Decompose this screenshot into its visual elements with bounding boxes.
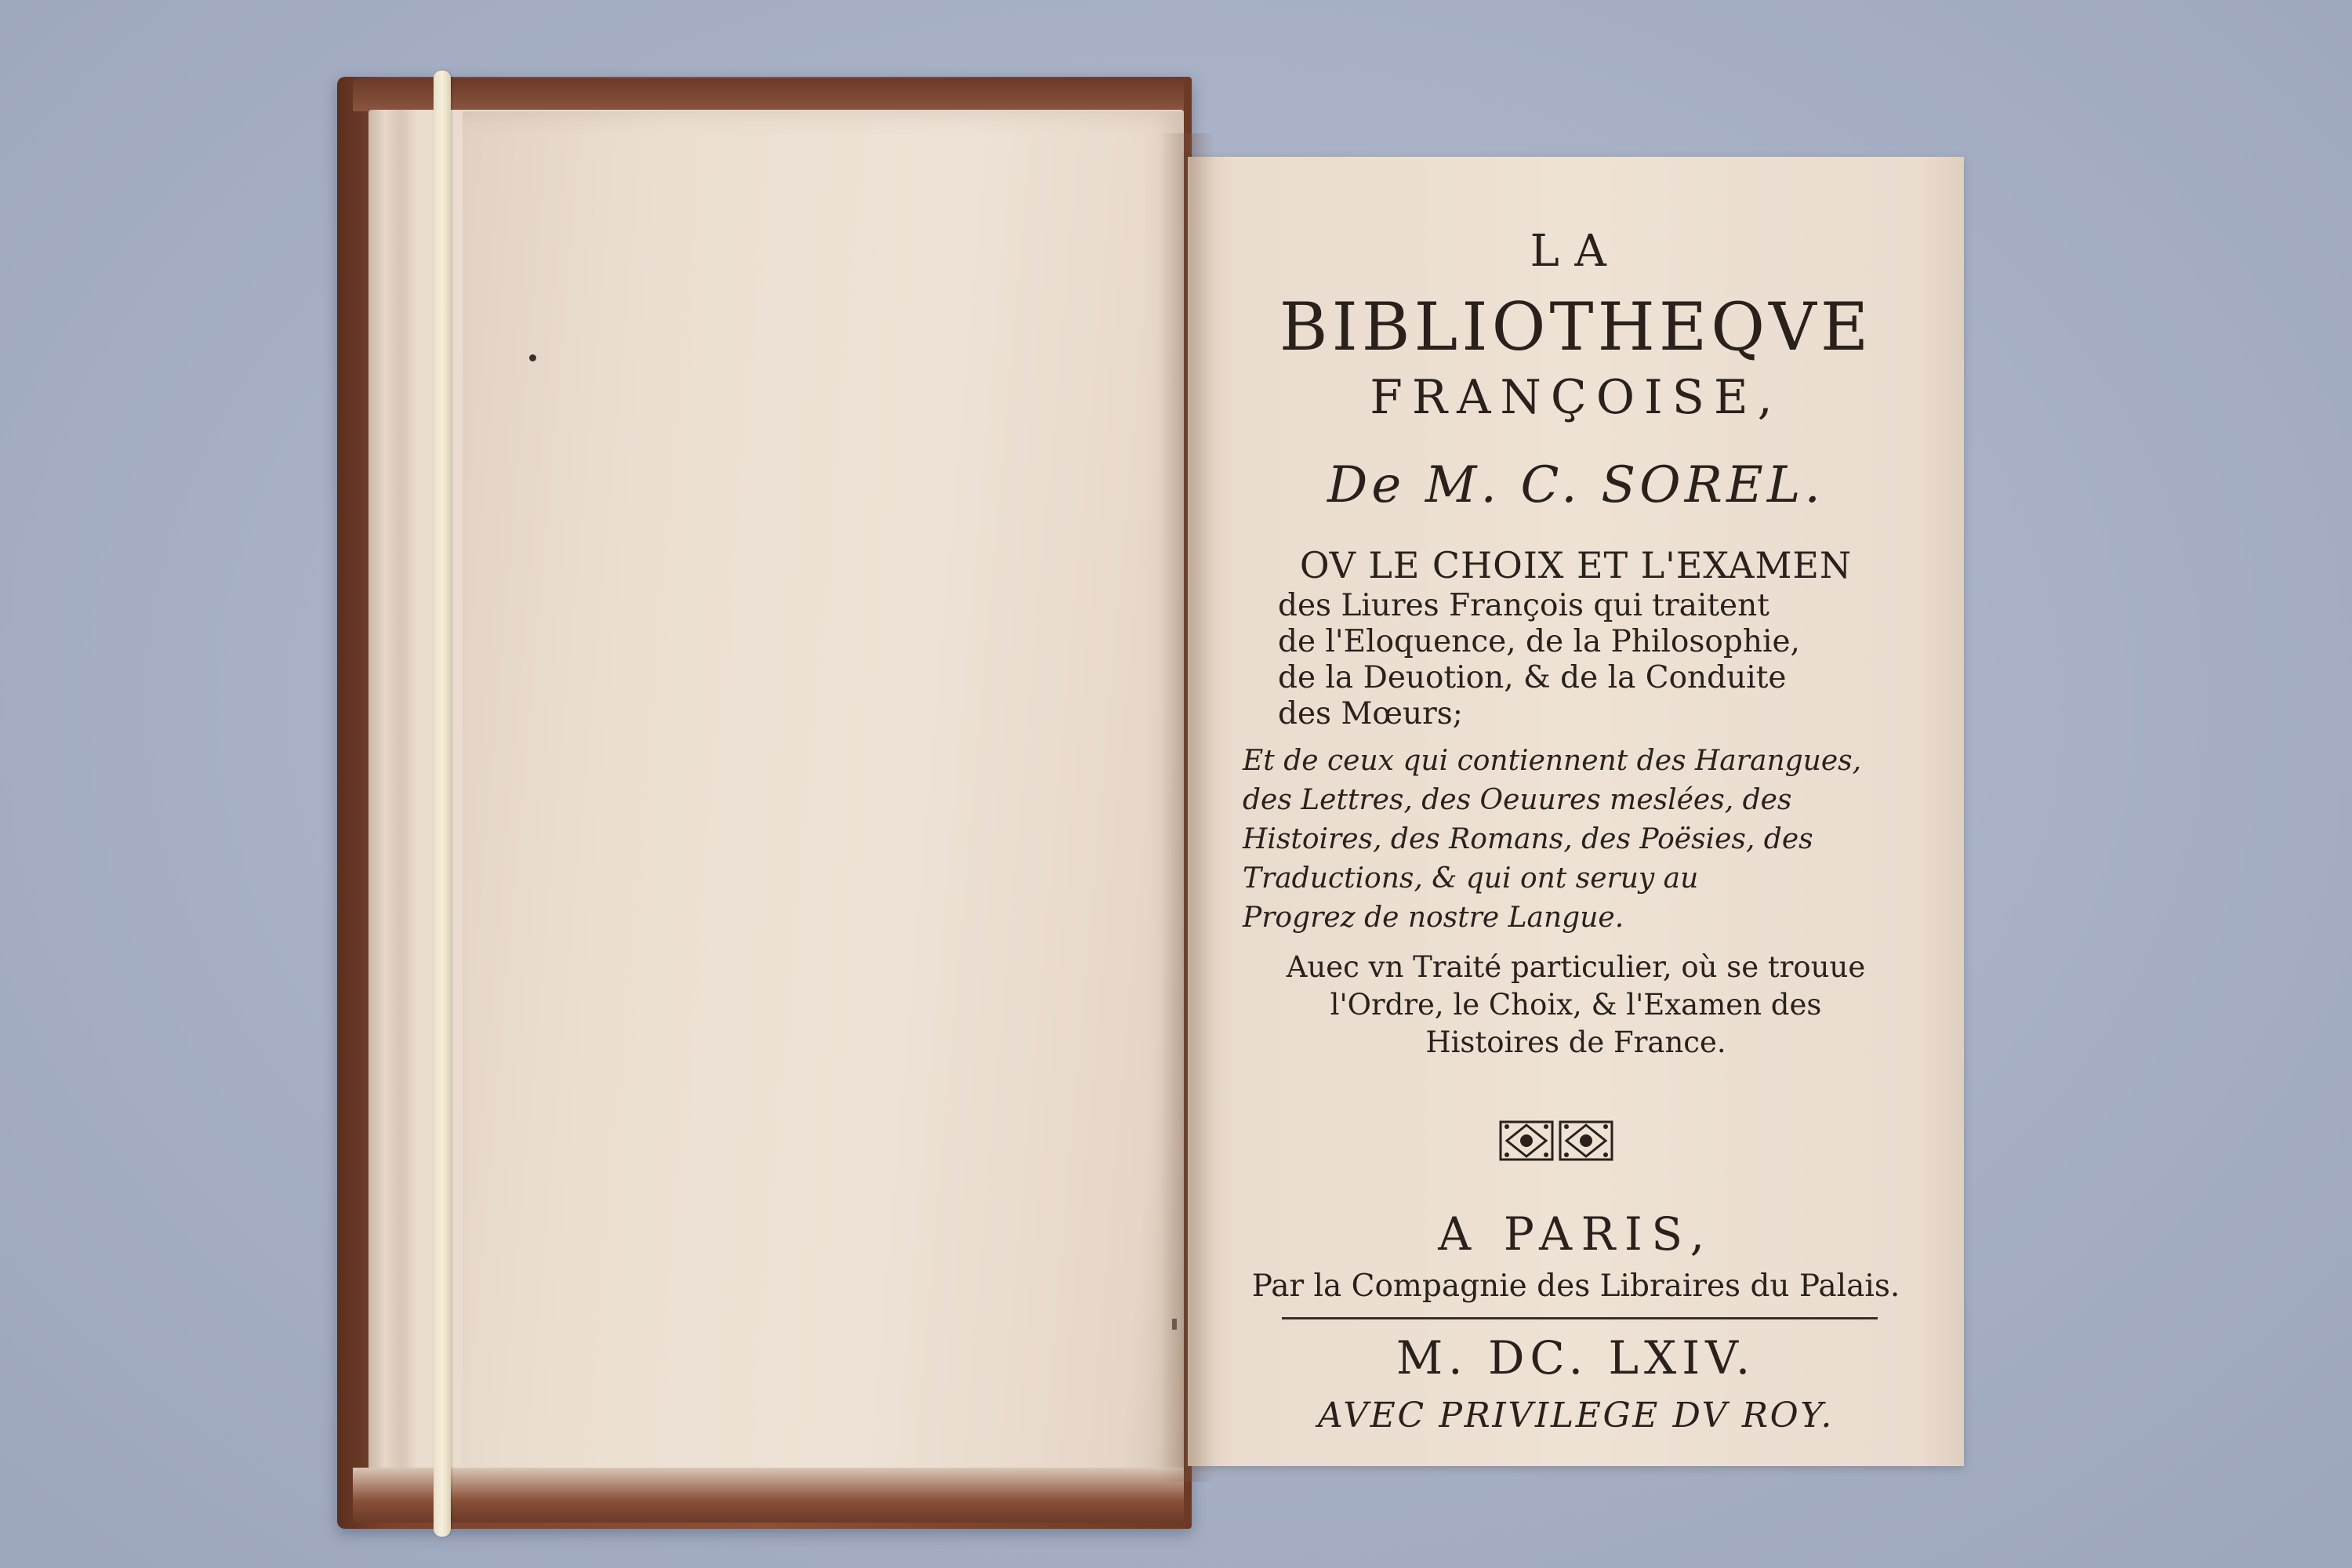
book-title-line-2: FRANÇOISE, bbox=[1370, 370, 1782, 425]
imprint-date: M. DC. LXIV. bbox=[1396, 1331, 1756, 1385]
gutter-shadow bbox=[1160, 133, 1215, 1482]
treatise-line: Histoires de France. bbox=[1425, 1025, 1726, 1059]
treatise-line: Auec vn Traité particulier, où se trouue bbox=[1286, 950, 1866, 984]
subtitle-line: des Mœurs; bbox=[1278, 696, 1463, 731]
imprint-rule bbox=[1282, 1317, 1878, 1319]
italic-line: Histoires, des Romans, des Poësies, des bbox=[1243, 823, 1813, 855]
blank-flyleaf-page bbox=[463, 111, 1184, 1491]
cover-top-edge bbox=[353, 78, 1184, 111]
rubber-band bbox=[434, 71, 451, 1537]
italic-line: Traductions, & qui ont seruy au bbox=[1243, 862, 1699, 895]
page-bottom-edge bbox=[353, 1468, 1184, 1523]
author-line: De M. C. SOREL. bbox=[1327, 456, 1824, 514]
subtitle-heading: OV LE CHOIX ET L'EXAMEN bbox=[1299, 544, 1853, 586]
italic-line: des Lettres, des Oeuures meslées, des bbox=[1243, 784, 1792, 816]
subtitle-line: des Liures François qui traitent bbox=[1278, 588, 1769, 623]
subtitle-line: de l'Eloquence, de la Philosophie, bbox=[1278, 624, 1800, 659]
royal-privilege: AVEC PRIVILEGE DV ROY. bbox=[1318, 1396, 1834, 1436]
fleuron-ornament-icon bbox=[1497, 1117, 1615, 1164]
title-page bbox=[1188, 157, 1964, 1466]
book-title: BIBLIOTHEQVE bbox=[1279, 289, 1873, 365]
italic-line: Progrez de nostre Langue. bbox=[1243, 902, 1624, 934]
title-article: LA bbox=[1530, 226, 1622, 277]
imprint-place: A PARIS, bbox=[1438, 1207, 1714, 1261]
ink-speck bbox=[529, 354, 536, 361]
italic-line: Et de ceux qui contiennent des Harangues, bbox=[1243, 745, 1862, 777]
treatise-line: l'Ordre, le Choix, & l'Examen des bbox=[1330, 988, 1822, 1022]
subtitle-line: de la Deuotion, & de la Conduite bbox=[1278, 660, 1787, 695]
imprint-publisher: Par la Compagnie des Libraires du Palais. bbox=[1251, 1269, 1900, 1304]
